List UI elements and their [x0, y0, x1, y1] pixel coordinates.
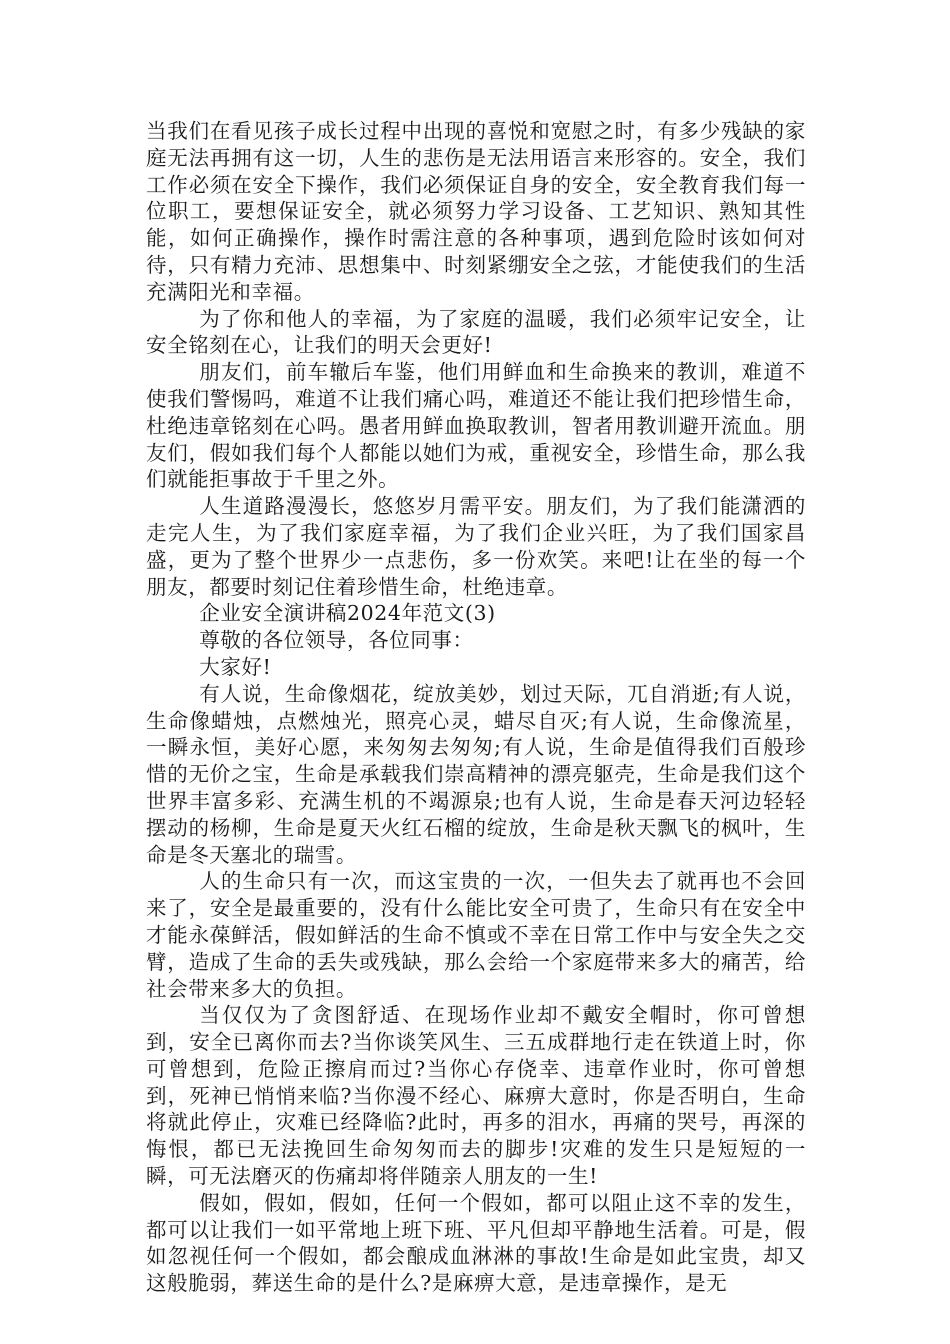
paragraph-10: 当仅仅为了贪图舒适、在现场作业却不戴安全帽时，你可曾想到，安全已离你而去?当你谈笑风生、三五成群地行走在铁道上时，你可曾想到，危险正擦肩而过?当你心存侥幸、违章作业时，你可曾想到，死神已悄悄来临?当你漫不经心、麻痹大意时，你是否明白，生命将就此停止，灾难已经降临?此时，再多的泪水，再痛的哭号，再深的悔恨，都已无法挽回生命匆匆而去的脚步!灾难的发生只是短短的一瞬，可无法磨灭的伤痛却将伴随亲人朋友的一生! [146, 1003, 806, 1189]
paragraph-3: 朋友们，前车辙后车鉴，他们用鲜血和生命换来的教训，难道不使我们警惕吗，难道不让我们痛心吗，难道还不能让我们把珍惜生命，杜绝违章铭刻在心吗。愚者用鲜血换取教训，智者用教训避开流血。朋友们，假如我们每个人都能以她们为戒，重视安全，珍惜生命，那么我们就能拒事故于千里之外。 [146, 360, 806, 492]
paragraph-9: 人的生命只有一次，而这宝贵的一次，一但失去了就再也不会回来了，安全是最重要的，没有什么能比安全可贵了，生命只有在安全中才能永葆鲜活，假如鲜活的生命不慎或不幸在日常工作中与安全失之交臂，造成了生命的丢失或残缺，那么会给一个家庭带来多大的痛苦，给社会带来多大的负担。 [146, 869, 806, 1001]
paragraph-2: 为了你和他人的幸福，为了家庭的温暖，我们必须牢记安全，让安全铭刻在心，让我们的明天会更好! [146, 306, 806, 358]
paragraph-1: 当我们在看见孩子成长过程中出现的喜悦和宽慰之时，有多少残缺的家庭无法再拥有这一切，人生的悲伤是无法用语言来形容的。安全，我们工作必须在安全下操作，我们必须保证自身的安全，安全教育我们每一位职工，要想保证安全，就必须努力学习设备、工艺知识、熟知其性能，如何正确操作，操作时需注意的各种事项，遇到危险时该如何对待，只有精力充沛、思想集中、时刻紧绷安全之弦，才能使我们的生活充满阳光和幸福。 [146, 119, 806, 304]
paragraph-4: 人生道路漫漫长，悠悠岁月需平安。朋友们，为了我们能潇洒的走完人生，为了我们家庭幸福，为了我们企业兴旺，为了我们国家昌盛，更为了整个世界少一点悲伤，多一份欢笑。来吧!让在坐的每一个朋友，都要时刻记住着珍惜生命，杜绝违章。 [146, 494, 806, 599]
document-body [146, 118, 806, 1297]
salutation: 尊敬的各位领导，各位同事： [199, 628, 474, 653]
greeting: 大家好! [199, 654, 272, 679]
paragraph-11: 假如，假如，假如，任何一个假如，都可以阻止这不幸的发生，都可以让我们一如平常地上班下班、平凡但却平静地生活着。可是，假如忽视任何一个假如，都会酿成血淋淋的事故!生命是如此宝贵，却又这般脆弱，葬送生命的是什么?是麻痹大意，是违章操作，是无 [146, 1190, 806, 1296]
paragraph-8: 有人说，生命像烟花，绽放美妙，划过天际，兀自消逝;有人说，生命像蜡烛，点燃烛光，照亮心灵，蜡尽自灭;有人说，生命像流星，一瞬永恒，美好心愿，来匆匆去匆匆;有人说，生命是值得我们百般珍惜的无价之宝，生命是承载我们崇高精神的漂亮躯壳，生命是我们这个世界丰富多彩、充满生机的不竭源泉;也有人说，生命是春天河边轻轻摆动的杨柳，生命是夏天火红石榴的绽放，生命是秋天飘飞的枫叶，生命是冬天塞北的瑞雪。 [146, 681, 806, 867]
section-title: 企业安全演讲稿2024年范文(3) [199, 601, 496, 626]
